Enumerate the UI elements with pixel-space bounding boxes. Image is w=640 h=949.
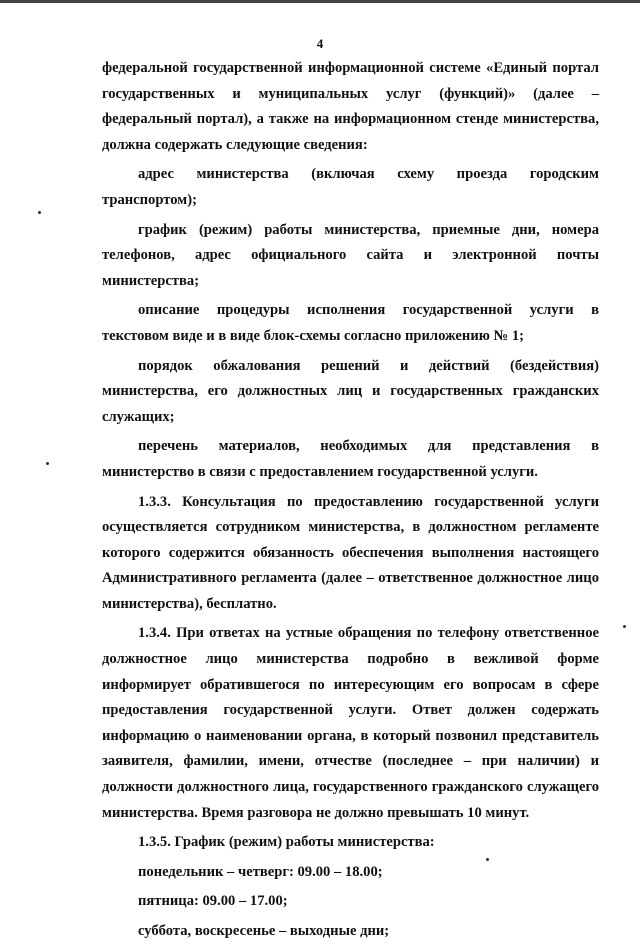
paragraph: пятница: 09.00 – 17.00; [138,893,288,910]
paragraph: порядок обжалования решений и действий (бездействия) министерства, его должностных лиц и государственных гражданских служащих; [102,357,599,425]
paragraph: перечень материалов, необходимых для представления в министерство в связи с предоставлением государственной услуги. [102,438,599,480]
paragraph: понедельник – четверг: 09.00 – 18.00; [138,863,383,880]
document-body [102,56,599,949]
scan-speck [38,211,41,214]
paragraph: 1.3.3. Консультация по предоставлению государственной услуги осуществляется сотрудником министерства, в должностном регламенте которого содержится обязанность обеспечения выполнения настоящего Административного регламента (далее – ответственное должностное лицо министерства), бесплатно. [102,493,599,612]
paragraph: федеральной государственной информационной системе «Единый портал государственных и муниципальных услуг (функций)» (далее – федеральный портал), а также на информационном стенде министерства, должна содержать следующие сведения: [102,60,599,153]
paragraph: описание процедуры исполнения государственной услуги в текстовом виде и в виде блок-схемы согласно приложению № 1; [102,302,599,344]
page-number: 4 [316,36,324,51]
scan-top-edge [0,0,640,3]
paragraph: адрес министерства (включая схему проезда городским транспортом); [102,166,599,208]
paragraph: суббота, воскресенье – выходные дни; [138,923,390,939]
paragraph: график (режим) работы министерства, приемные дни, номера телефонов, адрес официального сайта и электронной почты министерства; [102,221,599,289]
paragraph: 1.3.5. График (режим) работы министерства: [138,834,435,851]
scan-speck [46,462,49,465]
paragraph: 1.3.4. При ответах на устные обращения по телефону ответственное должностное лицо министерства подробно в вежливой форме информирует обратившегося по интересующим его вопросам в сфере предоставления государственной услуги. Ответ должен содержать информацию о наименовании органа, в который позвонил представитель заявителя, фамилии, имени, отчестве (последнее – при наличии) и должности должностного лица, государственного гражданского служащего министерства. Время разговора не должно превышать 10 минут. [102,625,599,821]
scan-speck [623,625,626,628]
scan-speck [486,858,489,861]
